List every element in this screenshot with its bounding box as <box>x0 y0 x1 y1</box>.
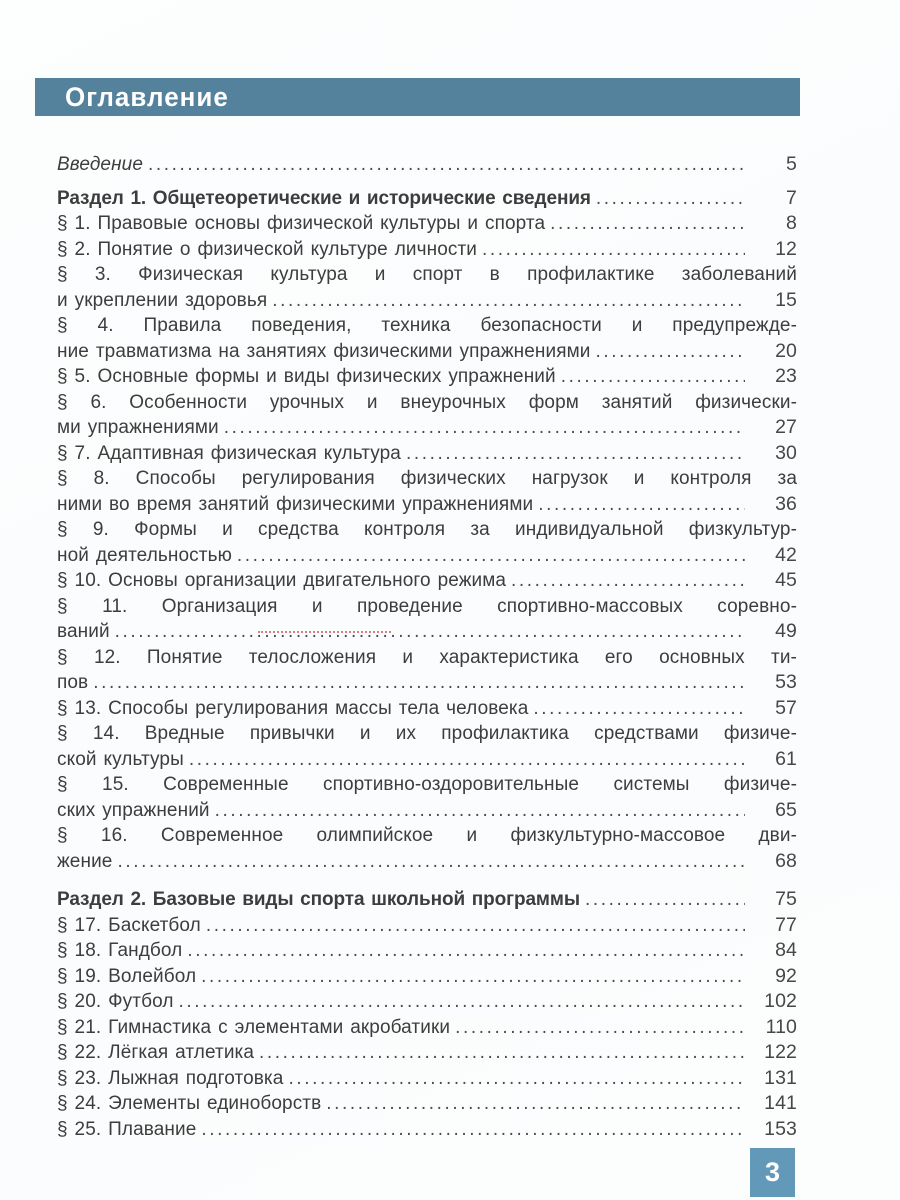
toc-entry-label: § 9. Формы и средства контроля за индивидуальной физкультур- <box>57 519 797 540</box>
toc-gap <box>57 178 797 186</box>
toc-entry-label: § 7. Адаптивная физическая культура <box>57 442 401 464</box>
toc-entry-label: § 6. Особенности урочных и внеурочных форм занятий физически- <box>57 391 797 413</box>
toc-entry-label: § 23. Лыжная подготовка <box>57 1067 284 1089</box>
toc-entry-line <box>57 913 797 939</box>
dot-leader <box>93 670 745 696</box>
toc-entry-line <box>57 645 797 671</box>
page-number: 49 <box>775 620 797 642</box>
dot-leader <box>511 568 745 594</box>
toc-entry-line <box>57 938 797 964</box>
folio-number: 3 <box>764 1157 781 1187</box>
toc-entry-label: § 20. Футбол <box>57 991 174 1012</box>
dot-leader <box>585 887 745 913</box>
page-number: 42 <box>775 543 797 566</box>
toc-entry-line <box>57 237 797 263</box>
page-number: 8 <box>786 212 797 234</box>
toc-entry-label: и укреплении здоровья <box>57 289 268 311</box>
toc-entry-line <box>57 887 797 913</box>
dot-leader <box>259 1040 745 1066</box>
toc-entry-line <box>57 1117 797 1143</box>
page-number: 122 <box>764 1041 797 1063</box>
page-number: 141 <box>764 1092 797 1114</box>
toc-entry-line <box>57 747 797 773</box>
dot-leader <box>215 798 745 824</box>
toc-entry-label: § 18. Гандбол <box>57 940 183 961</box>
page-number: 30 <box>775 441 797 464</box>
dot-leader <box>117 849 745 875</box>
toc-entry-line <box>57 1040 797 1066</box>
dot-leader <box>326 1091 745 1117</box>
dot-leader <box>288 1066 745 1092</box>
toc-entry-line <box>57 364 797 390</box>
dot-leader <box>237 543 745 569</box>
page-number: 77 <box>775 913 797 936</box>
page-number: 45 <box>775 569 797 591</box>
toc-entry-label: § 21. Гимнастика с элементами акробатики <box>57 1016 451 1038</box>
toc-entry-line <box>57 517 797 543</box>
toc-entry-label: ними во время занятий физическими упражнениями <box>57 493 534 515</box>
toc-entry-line <box>57 594 797 620</box>
toc-entry-label: § 4. Правила поведения, техника безопасности и предупрежде- <box>57 315 797 336</box>
toc-entry-label: Введение <box>57 154 143 175</box>
dot-leader <box>561 364 745 390</box>
toc-entry-label: § 2. Понятие о физической культуре личности <box>57 238 477 260</box>
dot-leader <box>201 964 745 990</box>
toc-entry-label: § 11. Организация и проведение спортивно-массовых соревно- <box>57 595 797 617</box>
page-number: 68 <box>775 849 797 872</box>
page-number: 5 <box>786 153 797 175</box>
toc-entry-label: § 12. Понятие телосложения и характеристика его основных ти- <box>57 646 797 668</box>
page-number: 7 <box>786 186 797 209</box>
toc-entry-line <box>57 288 797 314</box>
dot-leader <box>482 237 745 263</box>
toc-entry-line <box>57 543 797 569</box>
toc-entry-label: пов <box>57 672 89 693</box>
toc-entry-line <box>57 1066 797 1092</box>
dot-leader <box>406 441 745 467</box>
dot-leader <box>201 1117 745 1143</box>
dot-leader <box>179 989 745 1015</box>
toc-entry-line <box>57 152 797 178</box>
toc-entry-label: ваний <box>57 621 110 642</box>
page-number: 84 <box>775 939 797 961</box>
page-title: Оглавление <box>65 81 229 112</box>
toc-entry-line <box>57 989 797 1015</box>
dot-leader <box>538 492 745 518</box>
dot-leader <box>533 696 745 722</box>
toc-entry-label: § 13. Способы регулирования массы тела человека <box>57 697 529 719</box>
toc-entry-label: § 14. Вредные привычки и их профилактика средствами физиче- <box>57 723 797 744</box>
toc-entry-label: § 25. Плавание <box>57 1118 197 1140</box>
dot-leader <box>187 938 745 964</box>
toc-entry-label: § 10. Основы организации двигательного режима <box>57 570 507 591</box>
toc-entry-line <box>57 211 797 237</box>
toc-entry-line <box>57 390 797 416</box>
toc-entry-line <box>57 696 797 722</box>
dot-leader <box>148 152 745 178</box>
toc-entry-label: Раздел 1. Общетеоретические и исторические сведения <box>57 187 591 209</box>
toc-entry-line <box>57 798 797 824</box>
page-number: 92 <box>775 964 797 987</box>
toc-entry-label: § 17. Баскетбол <box>57 914 201 936</box>
toc-entry-label: § 19. Волейбол <box>57 965 197 987</box>
toc-entry-label: § 15. Современные спортивно-оздоровительные системы физиче- <box>57 774 797 795</box>
page-number: 110 <box>765 1015 797 1038</box>
toc-entry-line <box>57 313 797 339</box>
page-number: 15 <box>775 288 797 311</box>
toc-entry-line <box>57 772 797 798</box>
toc-entry-label: § 1. Правовые основы физической культуры и спорта <box>57 213 546 234</box>
toc-entry-label: § 16. Современное олимпийское и физкультурно-массовое дви- <box>57 825 797 846</box>
toc-entry-line <box>57 415 797 441</box>
page-number: 53 <box>775 671 797 693</box>
page-number: 131 <box>764 1066 797 1089</box>
toc-entry-line <box>57 964 797 990</box>
folio-box <box>750 1148 795 1197</box>
toc-entry-label: жение <box>57 850 113 872</box>
toc-entry-label: ских упражнений <box>57 799 210 821</box>
toc-gap <box>57 874 797 887</box>
toc-entry-line <box>57 492 797 518</box>
dot-leader <box>596 186 745 212</box>
toc-entry-label: Раздел 2. Базовые виды спорта школьной программы <box>57 889 580 910</box>
page-number: 20 <box>775 339 797 362</box>
toc-entry-label: ной деятельностью <box>57 544 232 566</box>
page-number: 23 <box>775 365 797 387</box>
toc-entry-line <box>57 849 797 875</box>
toc-entry-label: ской культуры <box>57 748 184 770</box>
dot-leader <box>455 1015 745 1041</box>
toc-entry-line <box>57 568 797 594</box>
toc-entry-line <box>57 619 797 645</box>
dot-leader <box>272 288 745 314</box>
page-number: 27 <box>775 416 797 438</box>
page-number: 12 <box>775 237 797 260</box>
dot-leader <box>206 913 745 939</box>
page-number: 153 <box>764 1117 797 1140</box>
page-number: 65 <box>775 798 797 821</box>
toc-entry-label: § 3. Физическая культура и спорт в профилактике заболеваний <box>57 264 797 285</box>
toc-entry-line <box>57 441 797 467</box>
toc-entry-line <box>57 339 797 365</box>
page-number: 75 <box>775 888 797 910</box>
toc-list <box>57 152 797 1142</box>
toc-entry-label: ние травматизма на занятиях физическими упражнениями <box>57 340 591 362</box>
toc-entry-line <box>57 262 797 288</box>
toc-entry-line <box>57 1091 797 1117</box>
dot-leader <box>595 339 745 365</box>
toc-entry-label: ми упражнениями <box>57 417 219 438</box>
dot-leader <box>550 211 745 237</box>
page-number: 57 <box>775 696 797 719</box>
toc-entry-line <box>57 466 797 492</box>
toc-entry-line <box>57 186 797 212</box>
header-band <box>35 78 800 116</box>
page-number: 102 <box>764 990 797 1012</box>
page-number: 36 <box>775 492 797 515</box>
toc-entry-label: § 8. Способы регулирования физических нагрузок и контроля за <box>57 468 797 489</box>
toc-entry-label: § 22. Лёгкая атлетика <box>57 1042 255 1063</box>
dot-leader <box>189 747 745 773</box>
toc-entry-line <box>57 670 797 696</box>
toc-entry-label: § 5. Основные формы и виды физических упражнений <box>57 366 556 387</box>
dot-leader <box>224 415 745 441</box>
page-number: 61 <box>775 747 797 770</box>
red-dotted-underline-artifact <box>258 631 391 633</box>
dot-leader <box>115 619 745 645</box>
toc-entry-line <box>57 1015 797 1041</box>
toc-entry-label: § 24. Элементы единоборств <box>57 1093 322 1114</box>
toc-entry-line <box>57 823 797 849</box>
toc-entry-line <box>57 721 797 747</box>
